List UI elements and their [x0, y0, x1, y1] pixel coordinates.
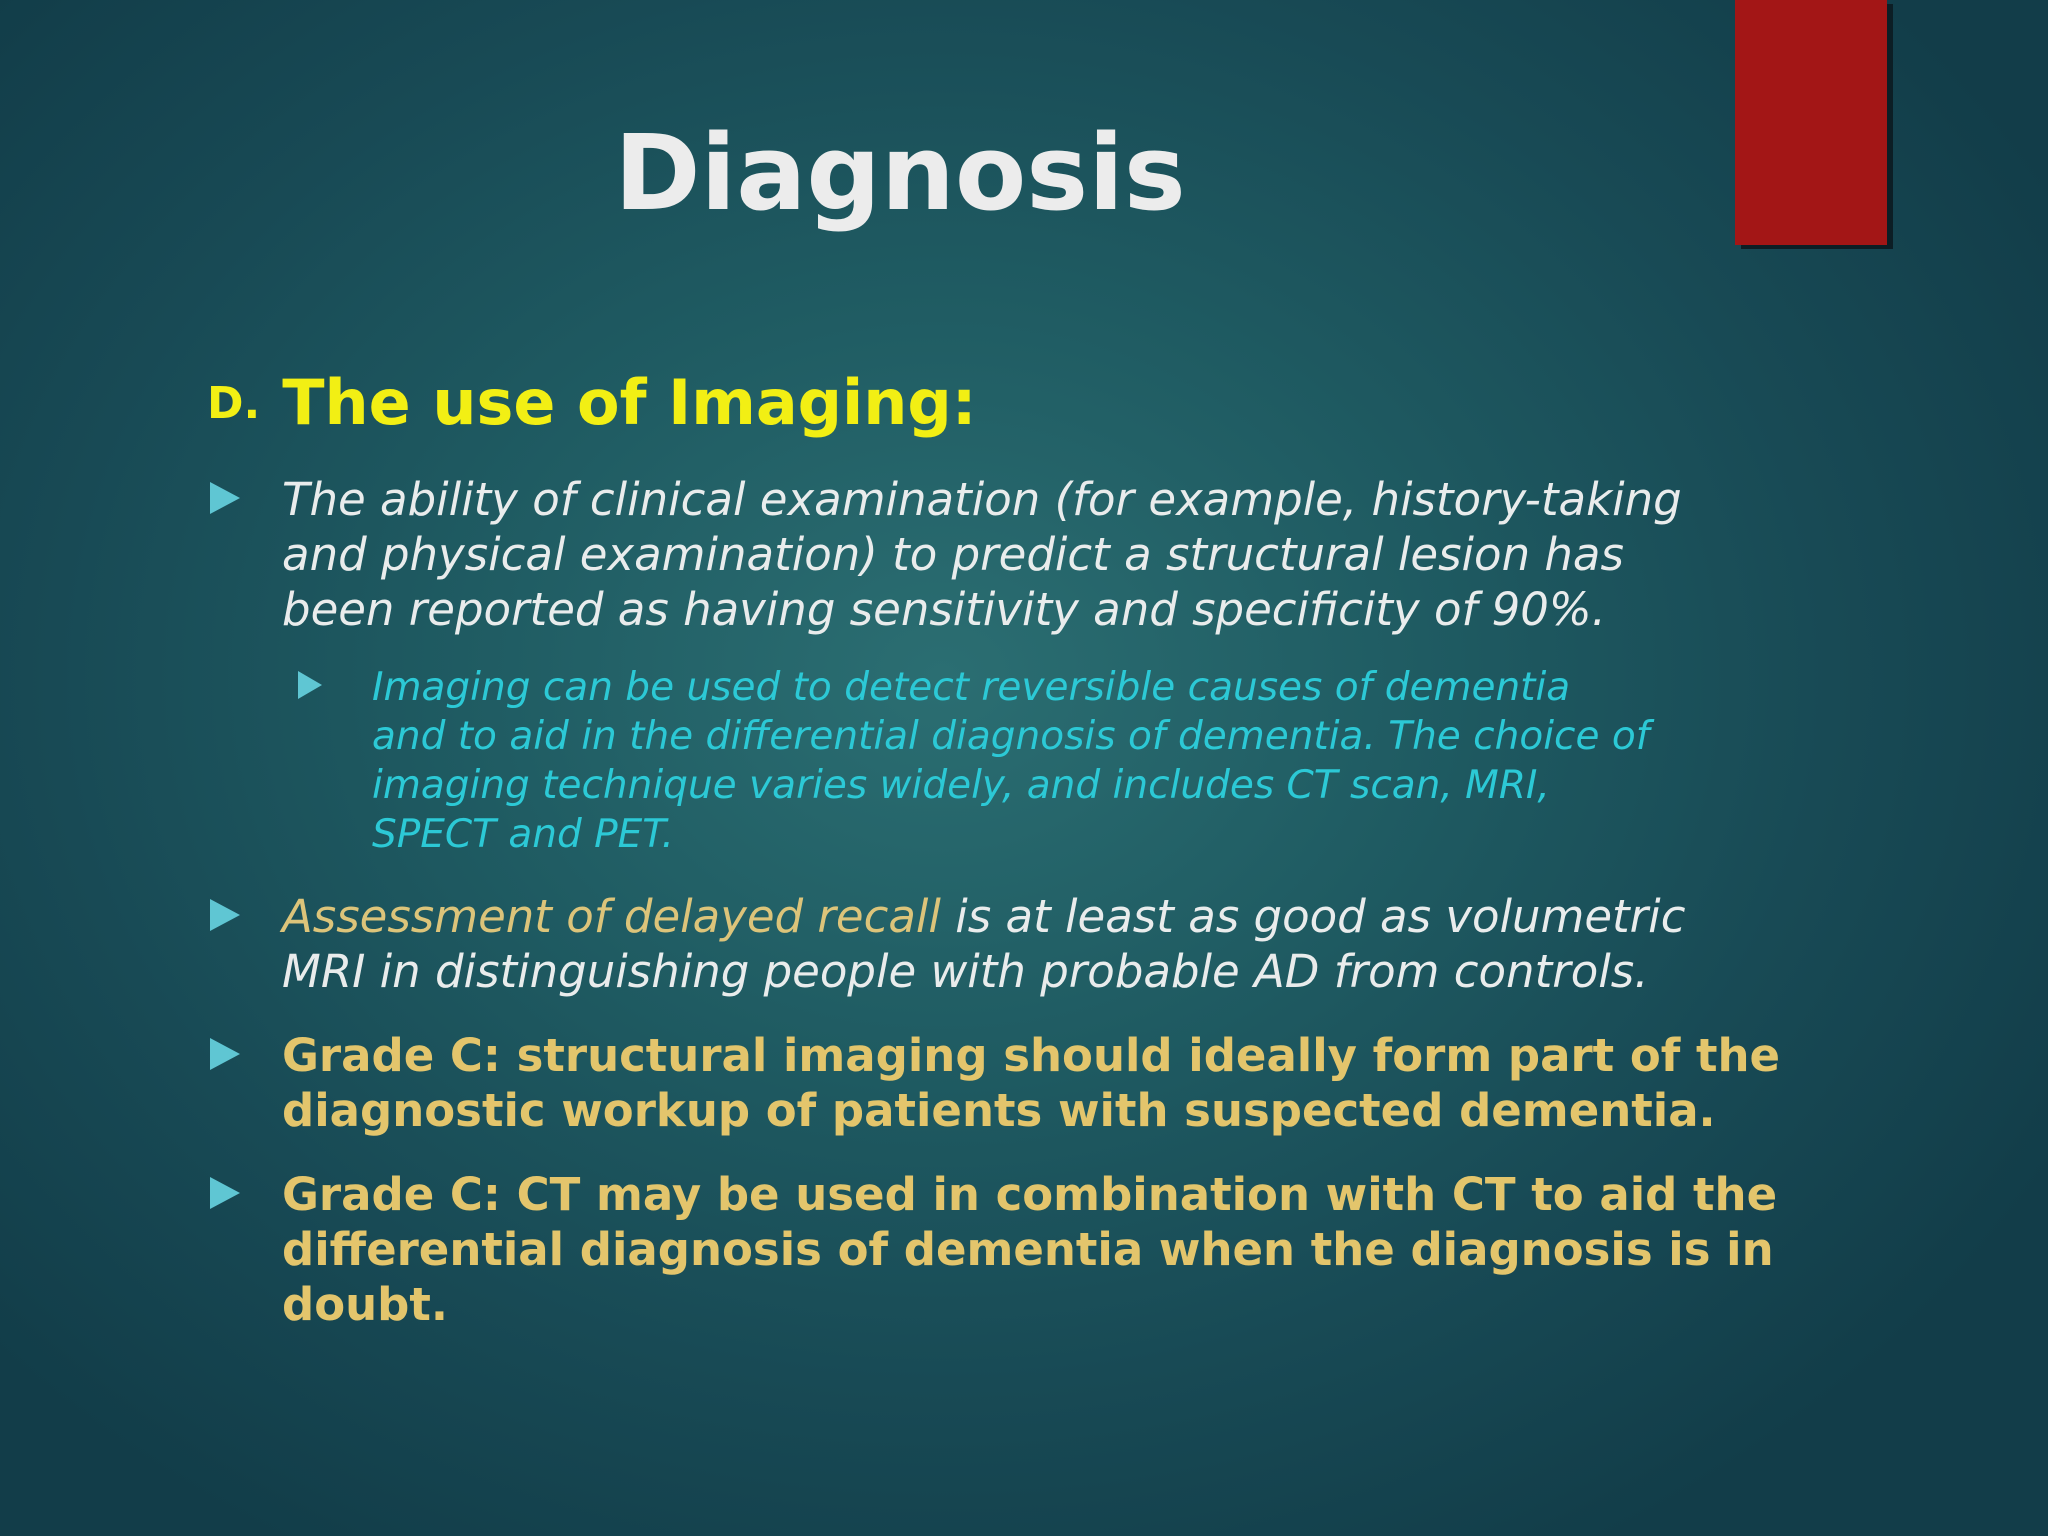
bullet-text [282, 1028, 1840, 1138]
slide-title: Diagnosis [614, 112, 1186, 234]
bullet-line: The ability of clinical examination (for example, history-taking [282, 473, 1682, 526]
section-heading-text: The use of Imaging: [282, 366, 977, 439]
triangle-bullet-icon [210, 1038, 240, 1070]
triangle-bullet-icon [210, 1177, 240, 1209]
bullet-line: MRI in distinguishing people with probable AD from controls. [282, 945, 1649, 998]
triangle-bullet-icon [210, 482, 240, 514]
highlighted-phrase: Assessment of delayed recall [282, 890, 941, 943]
bullet-line-rest: is at least as good as volumetric [940, 890, 1686, 943]
triangle-bullet-icon [298, 671, 322, 699]
bullet-line: Grade C: CT may be used in combination with CT to aid the [282, 1168, 1778, 1221]
sub-bullet-text [372, 663, 1858, 859]
bullet-line [282, 889, 1840, 944]
bullet-line: imaging technique varies widely, and includes CT scan, MRI, [372, 763, 1550, 808]
bullet-text [282, 889, 1840, 999]
section-heading [207, 366, 977, 439]
section-letter: D. [207, 378, 261, 429]
bullet-line: differential diagnosis of dementia when the diagnosis is in [282, 1223, 1774, 1276]
bullet-text [282, 472, 1840, 637]
bullet-text [282, 1167, 1840, 1332]
bullet-line: been reported as having sensitivity and specificity of 90%. [282, 583, 1606, 636]
bullet-line: Imaging can be used to detect reversible causes of dementia [372, 665, 1571, 710]
bullet-line: doubt. [282, 1278, 448, 1331]
bullet-line: and physical examination) to predict a structural lesion has [282, 528, 1624, 581]
triangle-bullet-icon [210, 899, 240, 931]
bullet-line: SPECT and PET. [372, 812, 674, 857]
bullet-line: Grade C: structural imaging should ideally form part of the [282, 1029, 1781, 1082]
bullet-line: and to aid in the differential diagnosis of dementia. The choice of [372, 714, 1650, 759]
bullet-line: diagnostic workup of patients with suspected dementia. [282, 1084, 1716, 1137]
